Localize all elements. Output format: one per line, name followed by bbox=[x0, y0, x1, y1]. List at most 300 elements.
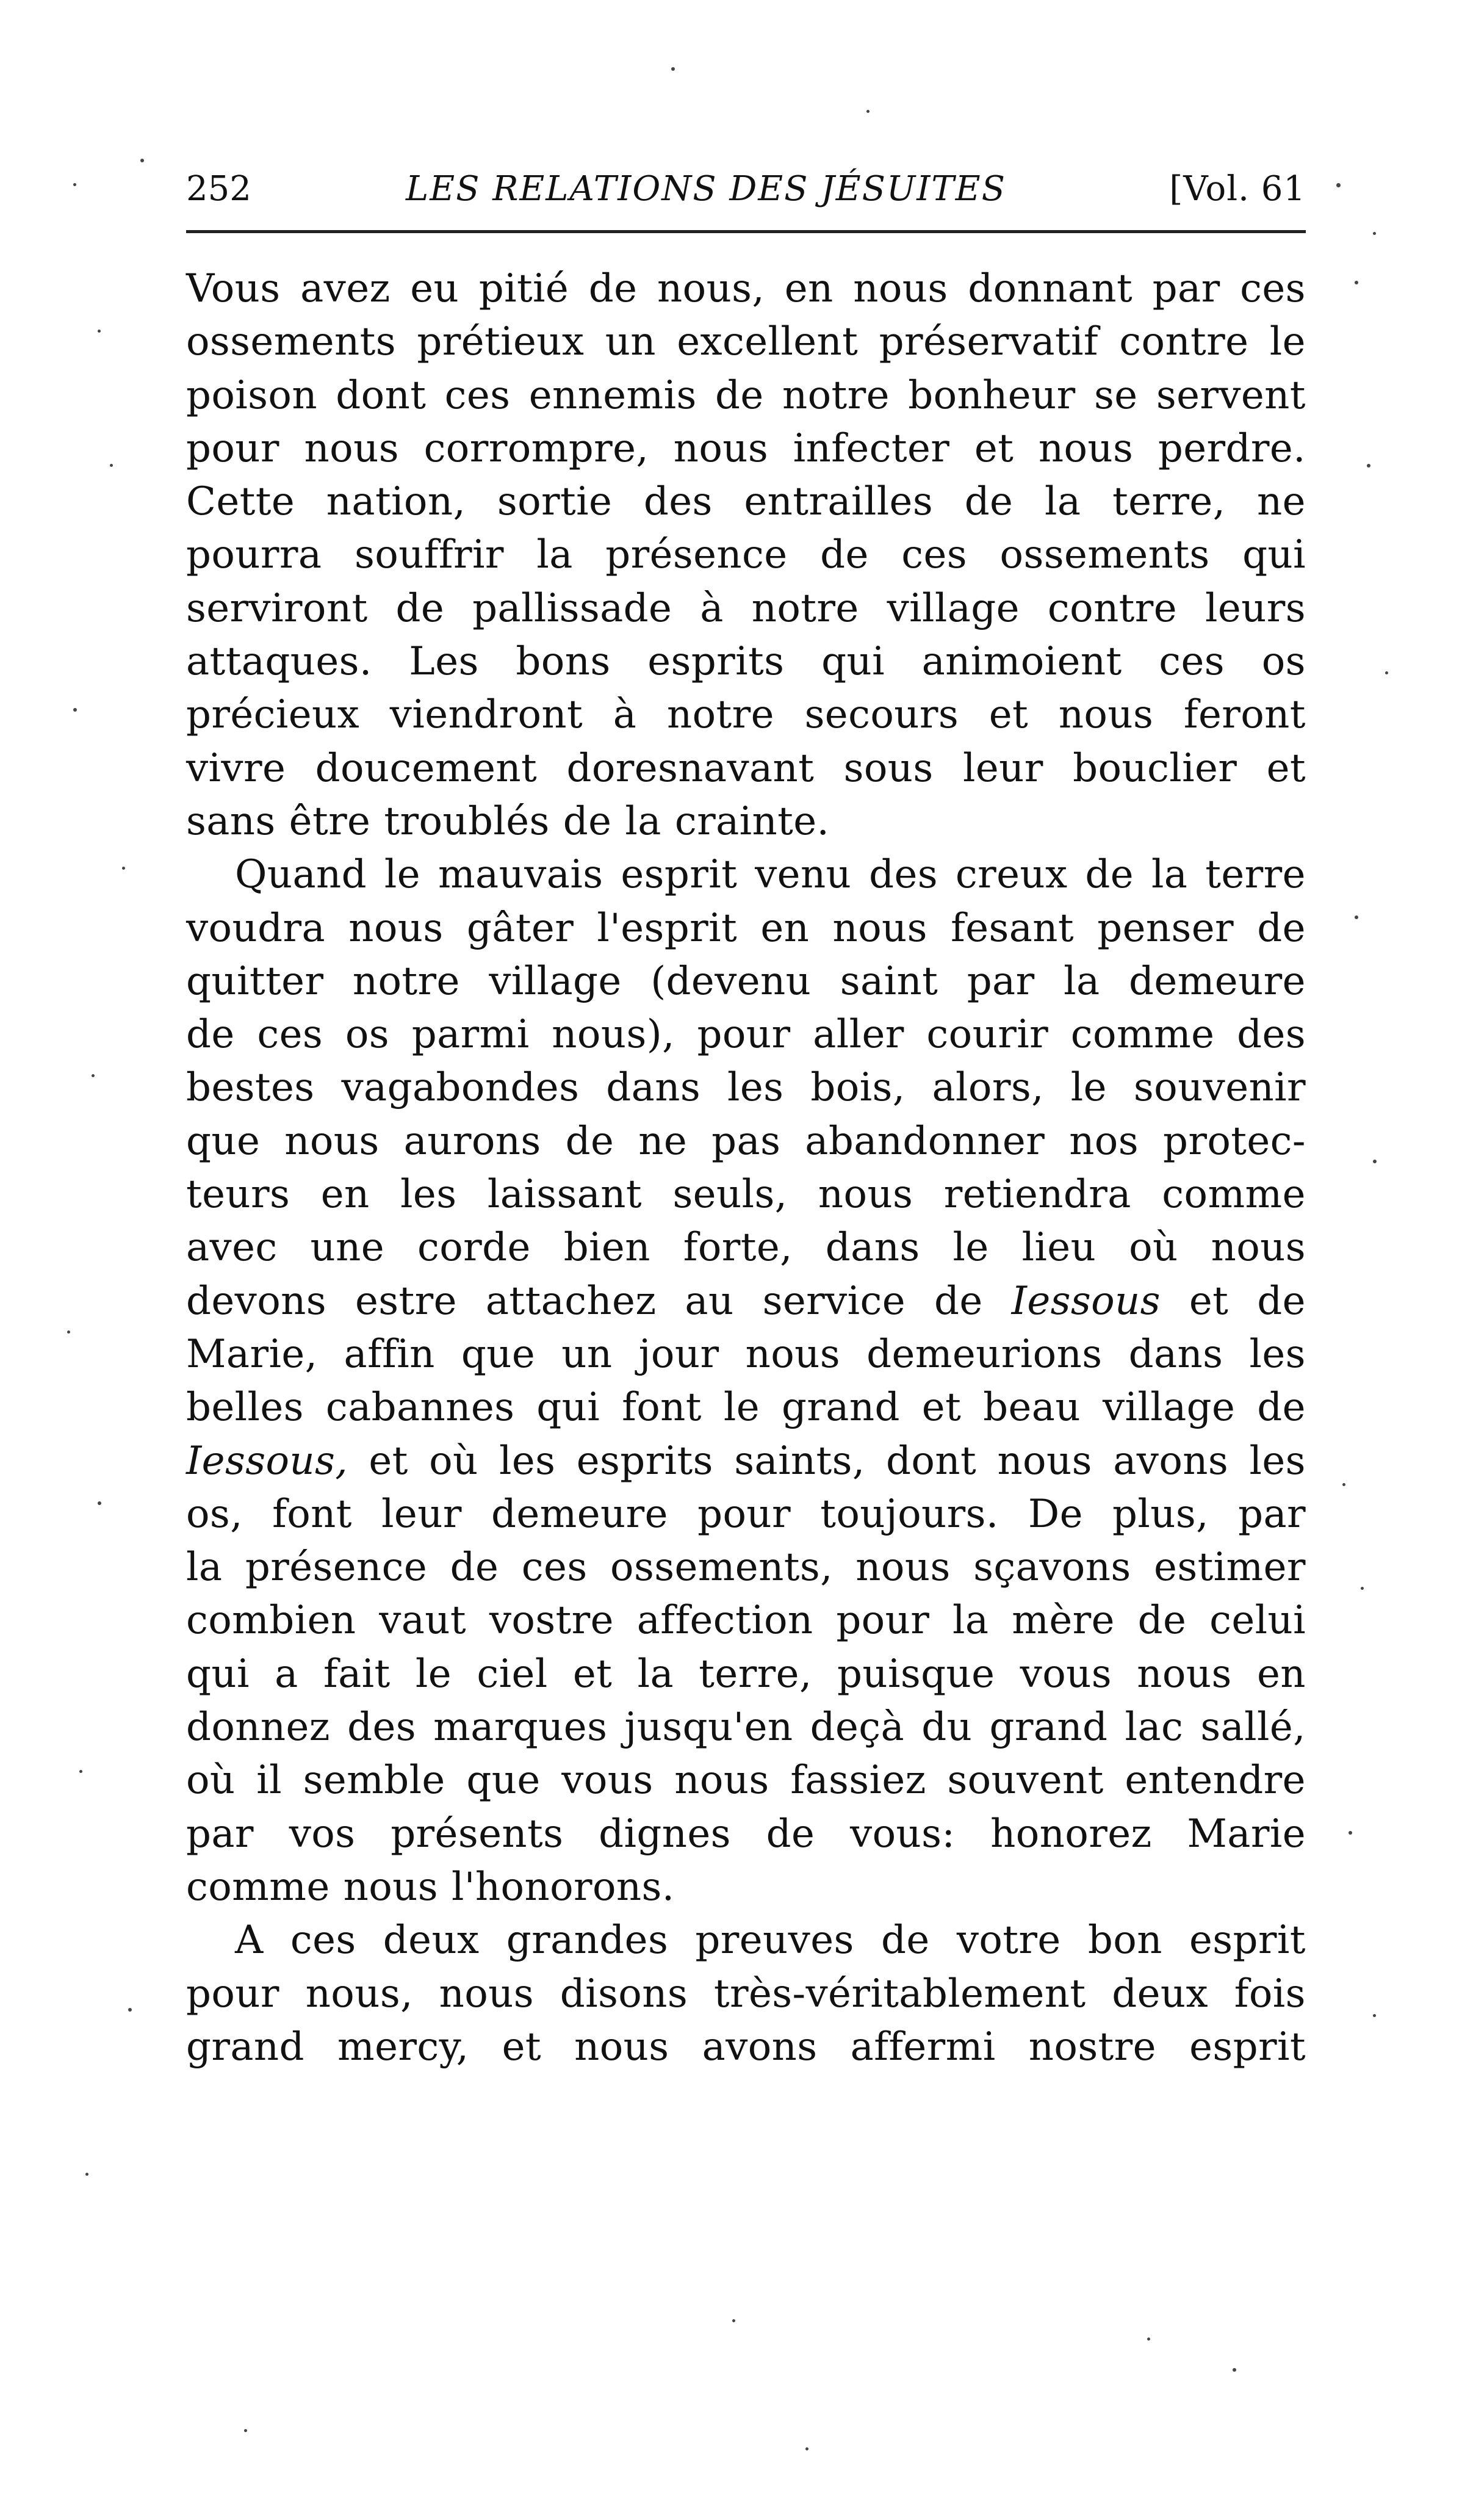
word: nous bbox=[439, 1971, 535, 2016]
word: dans bbox=[1128, 1331, 1223, 1377]
word: de bbox=[395, 585, 445, 631]
word: aurons bbox=[403, 1118, 541, 1164]
word: sous bbox=[843, 745, 934, 791]
word: nous bbox=[673, 425, 769, 471]
word: esprit bbox=[1189, 2024, 1306, 2070]
word: le bbox=[384, 852, 421, 898]
word: terre, bbox=[699, 1651, 812, 1697]
text-line bbox=[186, 1914, 1306, 1967]
word: lac bbox=[1125, 1705, 1184, 1750]
word: l'honorons. bbox=[452, 1864, 675, 1910]
speck bbox=[866, 110, 870, 113]
text-line bbox=[186, 369, 1306, 422]
running-title: LES RELATIONS DES JÉSUITES bbox=[406, 169, 1006, 209]
word: grandes bbox=[506, 1918, 669, 1963]
word: bouclier bbox=[1073, 745, 1237, 791]
word: servent bbox=[1156, 372, 1306, 418]
word: affermi bbox=[850, 2024, 996, 2070]
word: des bbox=[347, 1705, 416, 1750]
word: nous bbox=[348, 905, 444, 951]
word: entendre bbox=[1125, 1758, 1306, 1803]
word: esprits bbox=[576, 1438, 713, 1484]
word: nous, bbox=[657, 266, 765, 311]
word: beau bbox=[983, 1385, 1081, 1431]
word: pas bbox=[711, 1118, 781, 1164]
word: devons bbox=[186, 1278, 326, 1324]
word: par bbox=[1152, 266, 1220, 311]
word: ciel bbox=[477, 1651, 548, 1697]
word: par bbox=[186, 1811, 254, 1857]
text-line bbox=[186, 795, 1306, 848]
word: donnez bbox=[186, 1705, 330, 1750]
word: le bbox=[723, 1385, 760, 1431]
word: teurs bbox=[186, 1172, 290, 1218]
word: en bbox=[784, 266, 834, 311]
word: qui bbox=[186, 1651, 250, 1697]
text-line bbox=[186, 422, 1306, 475]
speck bbox=[110, 464, 113, 467]
text-line bbox=[186, 582, 1306, 635]
word: de bbox=[1085, 852, 1134, 898]
word: du bbox=[921, 1705, 973, 1750]
word: vagabondes bbox=[341, 1065, 580, 1111]
word: notre bbox=[666, 692, 774, 738]
word: Iessous bbox=[1011, 1278, 1161, 1324]
word: de bbox=[588, 266, 638, 311]
word: pitié bbox=[478, 266, 569, 311]
text-line bbox=[186, 902, 1306, 955]
word: preuves bbox=[695, 1918, 854, 1963]
word: et bbox=[1189, 1278, 1229, 1324]
text-line bbox=[186, 1168, 1306, 1221]
word: présence bbox=[245, 1545, 428, 1590]
text-line bbox=[186, 742, 1306, 795]
word: perdre. bbox=[1158, 425, 1306, 471]
speck bbox=[1373, 232, 1376, 235]
word: présents bbox=[391, 1811, 564, 1857]
text-line bbox=[186, 1968, 1306, 2021]
word: serviront bbox=[186, 585, 368, 631]
word: que bbox=[461, 1331, 536, 1377]
word: forte, bbox=[683, 1225, 793, 1271]
speck bbox=[732, 2319, 735, 2322]
text-line bbox=[186, 475, 1306, 529]
word: nostre bbox=[1028, 2024, 1156, 2070]
word: bons bbox=[516, 639, 611, 685]
word: le bbox=[1070, 1065, 1107, 1111]
word: viendront bbox=[389, 692, 583, 738]
word: avec bbox=[186, 1225, 278, 1271]
word: nous bbox=[745, 1331, 841, 1377]
word: saints, bbox=[734, 1438, 865, 1484]
speck bbox=[671, 67, 675, 71]
word: font bbox=[622, 1385, 702, 1431]
word: jour bbox=[638, 1331, 719, 1377]
word: pour bbox=[186, 425, 279, 471]
word: demeure bbox=[1129, 958, 1306, 1004]
word: se bbox=[1094, 372, 1138, 418]
word: nous), bbox=[552, 1012, 675, 1058]
text-line bbox=[186, 1541, 1306, 1594]
word: venu bbox=[755, 852, 852, 898]
word: ces bbox=[290, 1918, 356, 1963]
word: ne bbox=[1257, 479, 1306, 525]
word: toujours. bbox=[820, 1491, 999, 1537]
speck bbox=[1361, 1587, 1364, 1590]
word: de bbox=[1257, 1278, 1306, 1324]
word: la bbox=[1044, 479, 1081, 525]
word: troublés bbox=[384, 798, 550, 844]
word: ces bbox=[444, 372, 511, 418]
word: des bbox=[643, 479, 713, 525]
word: Marie bbox=[1187, 1811, 1306, 1857]
word: le bbox=[1269, 319, 1306, 365]
word: belles bbox=[186, 1385, 304, 1431]
speck bbox=[122, 867, 125, 870]
word: qui bbox=[1242, 532, 1306, 578]
word: alors, bbox=[932, 1065, 1044, 1111]
speck bbox=[1373, 2014, 1376, 2017]
word: les bbox=[727, 1065, 784, 1111]
word: présence bbox=[605, 532, 788, 578]
word: ossements bbox=[186, 319, 397, 365]
word: creux bbox=[955, 852, 1068, 898]
word: entrailles bbox=[744, 479, 934, 525]
word: disons bbox=[560, 1971, 688, 2016]
word: avons bbox=[702, 2024, 818, 2070]
word: et bbox=[1266, 745, 1306, 791]
speck bbox=[1373, 1160, 1377, 1163]
speck bbox=[73, 708, 77, 712]
word: os bbox=[345, 1012, 390, 1058]
speck bbox=[1342, 1483, 1345, 1486]
word: animoient bbox=[921, 639, 1122, 685]
word: vostre bbox=[489, 1598, 614, 1644]
word: nous bbox=[855, 1545, 951, 1590]
word: bon bbox=[1087, 1918, 1162, 1963]
word: nous bbox=[343, 1864, 439, 1910]
word: souvent bbox=[947, 1758, 1104, 1803]
speck bbox=[98, 1501, 101, 1505]
word: sortie bbox=[497, 479, 613, 525]
word: de bbox=[880, 1918, 930, 1963]
word: affin bbox=[344, 1331, 435, 1377]
word: nous bbox=[1137, 1651, 1232, 1697]
word: souffrir bbox=[354, 532, 504, 578]
word: les bbox=[1249, 1438, 1306, 1484]
word: les bbox=[499, 1438, 556, 1484]
speck bbox=[1355, 281, 1358, 284]
word: De bbox=[1028, 1491, 1083, 1537]
word: retiendra bbox=[943, 1172, 1131, 1218]
word: préservatif bbox=[879, 319, 1098, 365]
word: ne bbox=[638, 1118, 688, 1164]
word: sans bbox=[186, 798, 276, 844]
word: pour bbox=[836, 1598, 930, 1644]
word: feront bbox=[1183, 692, 1306, 738]
word: marques bbox=[433, 1705, 608, 1750]
word: saint bbox=[840, 958, 938, 1004]
word: (devenu bbox=[650, 958, 812, 1004]
text-line bbox=[186, 688, 1306, 742]
word: grand bbox=[989, 1705, 1108, 1750]
word: pour bbox=[697, 1012, 791, 1058]
word: Marie, bbox=[186, 1331, 318, 1377]
word: la bbox=[1151, 852, 1188, 898]
word: le bbox=[415, 1651, 452, 1697]
word: honorez bbox=[990, 1811, 1152, 1857]
word: dont bbox=[886, 1438, 977, 1484]
word: vivre bbox=[186, 745, 286, 791]
speck bbox=[73, 183, 76, 186]
word: contre bbox=[1119, 319, 1249, 365]
word: de bbox=[565, 1118, 614, 1164]
word: poison bbox=[186, 372, 317, 418]
word: les bbox=[400, 1172, 457, 1218]
word: dignes bbox=[599, 1811, 731, 1857]
speck bbox=[98, 330, 101, 333]
word: avez bbox=[300, 266, 391, 311]
word: quitter bbox=[186, 958, 324, 1004]
word: de bbox=[964, 479, 1014, 525]
word: mère bbox=[1012, 1598, 1115, 1644]
word: vous bbox=[1020, 1651, 1112, 1697]
word: deçà bbox=[810, 1705, 905, 1750]
word: parmi bbox=[411, 1012, 530, 1058]
word: gâter bbox=[466, 905, 574, 951]
word: des bbox=[869, 852, 938, 898]
word: os bbox=[1261, 639, 1306, 685]
word: ces bbox=[521, 1545, 588, 1590]
word: de bbox=[1137, 1598, 1187, 1644]
word: puisque bbox=[837, 1651, 995, 1697]
text-line bbox=[186, 1594, 1306, 1647]
speck bbox=[1147, 2338, 1150, 2341]
text-line bbox=[186, 1488, 1306, 1541]
word: Vous bbox=[186, 266, 281, 311]
word: contre bbox=[1047, 585, 1178, 631]
text-line bbox=[186, 1115, 1306, 1168]
word: bonheur bbox=[908, 372, 1076, 418]
word: bois, bbox=[810, 1065, 906, 1111]
word: dans bbox=[825, 1225, 920, 1271]
word: nous bbox=[284, 1118, 380, 1164]
word: de bbox=[1257, 1385, 1306, 1431]
word: la bbox=[536, 532, 573, 578]
word: pour bbox=[697, 1491, 791, 1537]
word: grand bbox=[781, 1385, 900, 1431]
word: et bbox=[974, 425, 1014, 471]
speck bbox=[67, 1330, 70, 1334]
word: votre bbox=[956, 1918, 1061, 1963]
word: courir bbox=[926, 1012, 1049, 1058]
word: ces bbox=[901, 532, 968, 578]
word: attaques. bbox=[186, 639, 372, 685]
word: qui bbox=[821, 639, 885, 685]
word: être bbox=[289, 798, 371, 844]
word: très-véritablement bbox=[713, 1971, 1086, 2016]
word: eu bbox=[410, 266, 459, 311]
word: que bbox=[466, 1758, 541, 1803]
text-line bbox=[186, 1435, 1306, 1488]
word: nous bbox=[853, 266, 948, 311]
word: et bbox=[988, 692, 1029, 738]
word: nous bbox=[832, 905, 927, 951]
word: la bbox=[186, 1545, 223, 1590]
word: la bbox=[1064, 958, 1100, 1004]
word: un bbox=[561, 1331, 613, 1377]
word: en bbox=[1256, 1651, 1306, 1697]
word: corde bbox=[417, 1225, 531, 1271]
word: à bbox=[613, 692, 637, 738]
word: laissant bbox=[487, 1172, 642, 1218]
word: leur bbox=[963, 745, 1043, 791]
word: par bbox=[1238, 1491, 1306, 1537]
word: notre bbox=[751, 585, 859, 631]
word: la bbox=[952, 1598, 989, 1644]
word: nous bbox=[818, 1172, 913, 1218]
word: a bbox=[275, 1651, 298, 1697]
word: doresnavant bbox=[566, 745, 815, 791]
word: les bbox=[1249, 1331, 1306, 1377]
word: mauvais bbox=[438, 852, 603, 898]
text-line bbox=[186, 1648, 1306, 1701]
word: fesant bbox=[951, 905, 1075, 951]
word: terre, bbox=[1112, 479, 1226, 525]
word: font bbox=[272, 1491, 352, 1537]
word: que bbox=[186, 1118, 261, 1164]
word: de bbox=[715, 372, 764, 418]
speck bbox=[79, 1770, 82, 1773]
word: excellent bbox=[677, 319, 859, 365]
word: et bbox=[369, 1438, 408, 1484]
word: de bbox=[766, 1811, 815, 1857]
word: l'esprit bbox=[597, 905, 738, 951]
speck bbox=[92, 1074, 95, 1077]
word: et bbox=[502, 2024, 541, 2070]
word: où bbox=[429, 1438, 478, 1484]
word: corrompre, bbox=[423, 425, 649, 471]
word: aller bbox=[813, 1012, 904, 1058]
word: crainte. bbox=[674, 798, 830, 844]
word: notre bbox=[782, 372, 890, 418]
word: os, bbox=[186, 1491, 243, 1537]
word: celui bbox=[1209, 1598, 1306, 1644]
word: une bbox=[310, 1225, 385, 1271]
text-line bbox=[186, 2021, 1306, 2074]
text-line bbox=[186, 635, 1306, 688]
word: de bbox=[450, 1545, 499, 1590]
word: bestes bbox=[186, 1065, 315, 1111]
word: attachez bbox=[485, 1278, 657, 1324]
text-line bbox=[186, 848, 1306, 901]
text-line bbox=[186, 262, 1306, 316]
word: de bbox=[934, 1278, 983, 1324]
word: penser bbox=[1097, 905, 1234, 951]
word: village bbox=[1102, 1385, 1236, 1431]
word: Iessous, bbox=[186, 1438, 348, 1484]
word: seuls, bbox=[672, 1172, 788, 1218]
word: la bbox=[625, 798, 661, 844]
speck bbox=[1367, 464, 1370, 468]
speck bbox=[140, 159, 144, 162]
word: précieux bbox=[186, 692, 360, 738]
word: esprits bbox=[647, 639, 785, 685]
word: village bbox=[887, 585, 1020, 631]
header-rule bbox=[186, 230, 1306, 233]
word: deux bbox=[1112, 1971, 1209, 2016]
word: ossements, bbox=[610, 1545, 833, 1590]
speck bbox=[1233, 2368, 1236, 2372]
word: où bbox=[1129, 1225, 1178, 1271]
body-text bbox=[186, 262, 1306, 2074]
word: voudra bbox=[186, 905, 326, 951]
speck bbox=[1349, 1831, 1352, 1835]
text-line bbox=[186, 316, 1306, 369]
word: infecter bbox=[793, 425, 950, 471]
word: semble bbox=[303, 1758, 445, 1803]
word: mercy, bbox=[337, 2024, 469, 2070]
word: demeurions bbox=[866, 1331, 1103, 1377]
word: de bbox=[563, 798, 612, 844]
text-line bbox=[186, 1754, 1306, 1807]
running-head bbox=[186, 165, 1306, 214]
word: Cette bbox=[186, 479, 295, 525]
word: comme bbox=[1162, 1172, 1306, 1218]
word: qui bbox=[536, 1385, 600, 1431]
word: Quand bbox=[235, 852, 367, 898]
word: nous bbox=[1058, 692, 1154, 738]
word: leurs bbox=[1205, 585, 1306, 631]
word: protec- bbox=[1162, 1118, 1306, 1164]
word: cabannes bbox=[325, 1385, 515, 1431]
word: ossements bbox=[999, 532, 1210, 578]
text-line bbox=[186, 1861, 1306, 1914]
word: il bbox=[256, 1758, 282, 1803]
word: affection bbox=[636, 1598, 813, 1644]
word: nation, bbox=[326, 479, 466, 525]
word: jusqu'en bbox=[624, 1705, 793, 1750]
word: nos bbox=[1069, 1118, 1139, 1164]
word: bien bbox=[563, 1225, 650, 1271]
word: ennemis bbox=[528, 372, 697, 418]
text-line bbox=[186, 1701, 1306, 1754]
word: avons bbox=[1113, 1438, 1229, 1484]
speck bbox=[244, 2429, 247, 2432]
word: secours bbox=[804, 692, 959, 738]
word: sçavons bbox=[973, 1545, 1131, 1590]
word: village bbox=[489, 958, 622, 1004]
speck bbox=[85, 2173, 88, 2176]
word: pourra bbox=[186, 532, 322, 578]
word: demeure bbox=[491, 1491, 668, 1537]
word: un bbox=[605, 319, 656, 365]
word: comme bbox=[186, 1864, 330, 1910]
word: esprit bbox=[621, 852, 738, 898]
text-line bbox=[186, 1221, 1306, 1274]
word: en bbox=[320, 1172, 370, 1218]
word: en bbox=[760, 905, 810, 951]
word: par bbox=[967, 958, 1035, 1004]
word: leur bbox=[381, 1491, 462, 1537]
word: la bbox=[637, 1651, 674, 1697]
word: ces bbox=[257, 1012, 323, 1058]
word: ces bbox=[1159, 639, 1225, 685]
word: combien bbox=[186, 1598, 356, 1644]
word: vaut bbox=[379, 1598, 467, 1644]
word: vous bbox=[561, 1758, 654, 1803]
page-number: 252 bbox=[186, 169, 251, 209]
